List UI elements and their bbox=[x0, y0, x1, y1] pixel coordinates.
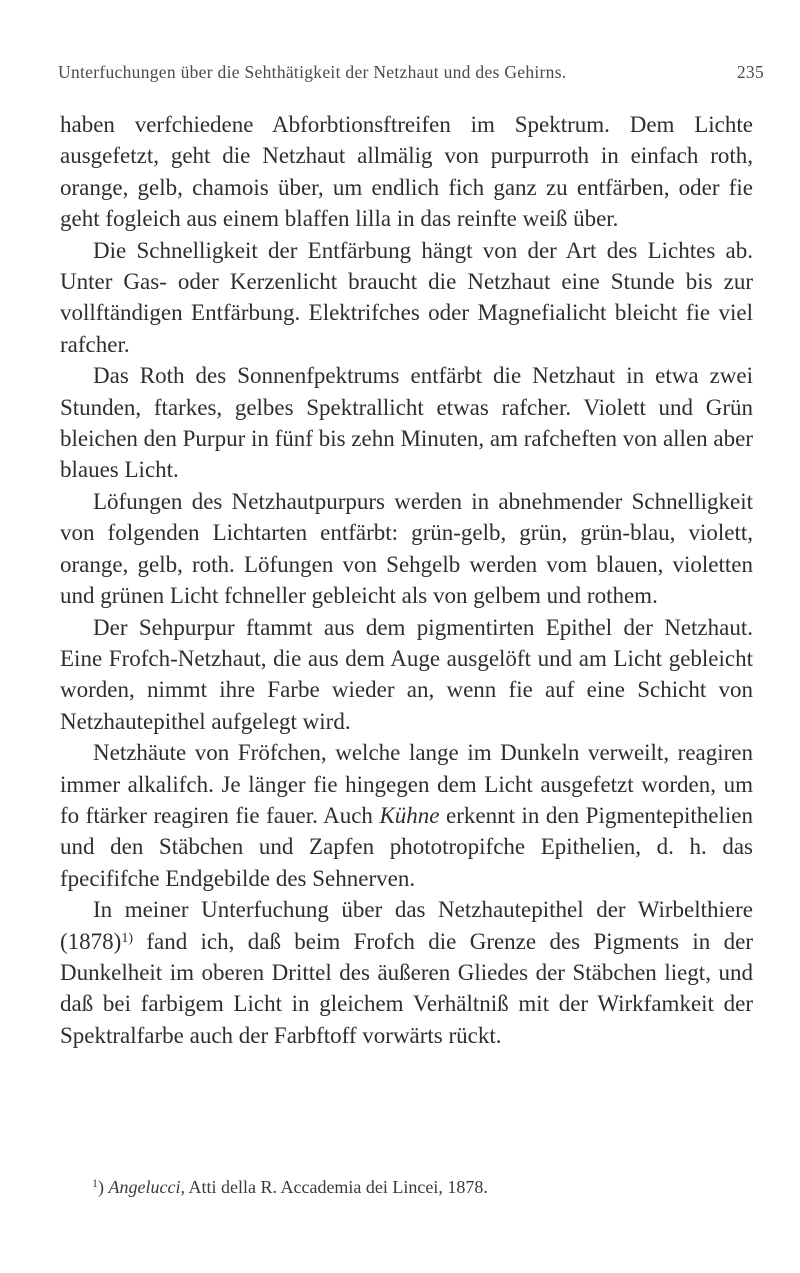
footnote-marker: 1 bbox=[92, 1176, 98, 1190]
footnote bbox=[92, 1175, 752, 1199]
paragraph-7-text-start: In meiner Unterfuchung über das Netzhautepithel der Wirbelthiere (1878) bbox=[60, 897, 753, 954]
body-text bbox=[60, 109, 753, 1051]
footnote-citation: Atti della R. Accademia dei Lincei, 1878. bbox=[184, 1177, 488, 1197]
footnote-marker-paren: ) bbox=[98, 1177, 104, 1197]
paragraph-5: Der Sehpurpur ftammt aus dem pigmentirten Epithel der Netzhaut. Eine Frofch-Netzhaut, die aus dem Auge ausgelöft und am Licht gebleicht worden, nimmt ihre Farbe wieder an, wenn fie auf eine Schicht von Netzhautepithel aufgelegt wird. bbox=[60, 614, 753, 734]
paragraph-1: haben verfchiedene Abforbtionsftreifen im Spektrum. Dem Lichte ausgefetzt, geht die Netzhaut allmälig von purpurroth in einfach roth, orange, gelb, chamois über, um endlich fich ganz zu entfärben, oder fie geht fogleich aus einem blaffen lilla in das reinfte weiß über. bbox=[60, 112, 753, 232]
running-head-title: Unterfuchungen über die Sehthätigkeit der Netzhaut und des Gehirns. bbox=[58, 62, 567, 82]
footnote-reference-number: 1 bbox=[121, 930, 129, 946]
paragraph-4: Löfungen des Netzhautpurpurs werden in abnehmender Schnelligkeit von folgenden Lichtarten entfärbt: grün-gelb, grün, grün-blau, violett, orange, gelb, roth. Löfungen von Sehgelb werden vom blauen, violetten und grünen Licht fchneller gebleicht als von gelbem und rothem. bbox=[60, 488, 753, 609]
running-head bbox=[58, 62, 764, 86]
paragraph-7-text-end: fand ich, daß beim Frofch die Grenze des Pigments in der Dunkelheit im oberen Drittel des äußeren Gliedes der Stäbchen liegt, und daß bei farbigem Licht in gleichem Verhältniß mit der Wirkfamkeit der Spektralfarbe auch der Farbftoff vorwärts rückt. bbox=[60, 928, 753, 1048]
paragraph-7 bbox=[60, 894, 753, 1051]
author-name-kuehne: Kühne bbox=[379, 802, 440, 828]
footnote-author: Angelucci, bbox=[108, 1177, 185, 1197]
paragraph-6 bbox=[60, 737, 753, 894]
footnote-reference-paren: ) bbox=[128, 930, 133, 946]
page-number: 235 bbox=[736, 62, 764, 82]
paragraph-6-text-end: erkennt in den Pigmentepithelien und den Stäbchen und Zapfen phototropifche Epithelien, d. h. das fpecififche Endgebilde des Sehnerven. bbox=[60, 802, 754, 891]
paragraph-2: Die Schnelligkeit der Entfärbung hängt von der Art des Lichtes ab. Unter Gas- oder Kerzenlicht braucht die Netzhaut eine Stunde bis zur vollftändigen Entfärbung. Elektrifches oder Magnefialicht bleicht fie viel rafcher. bbox=[60, 237, 753, 357]
paragraph-6-text-start: Netzhäute von Fröfchen, welche lange im Dunkeln verweilt, reagiren immer alkalifch. Je länger fie hingegen dem Licht ausgefetzt worden, um fo ftärker reagiren fie fauer. Auch bbox=[60, 740, 753, 828]
footnote-reference[interactable] bbox=[121, 931, 133, 946]
paragraph-3: Das Roth des Sonnenfpektrums entfärbt die Netzhaut in etwa zwei Stunden, ftarkes, gelbes Spektrallicht etwas rafcher. Violett und Grün bleichen den Purpur in fünf bis zehn Minuten, am rafcheften von allen aber blaues Licht. bbox=[60, 363, 753, 483]
